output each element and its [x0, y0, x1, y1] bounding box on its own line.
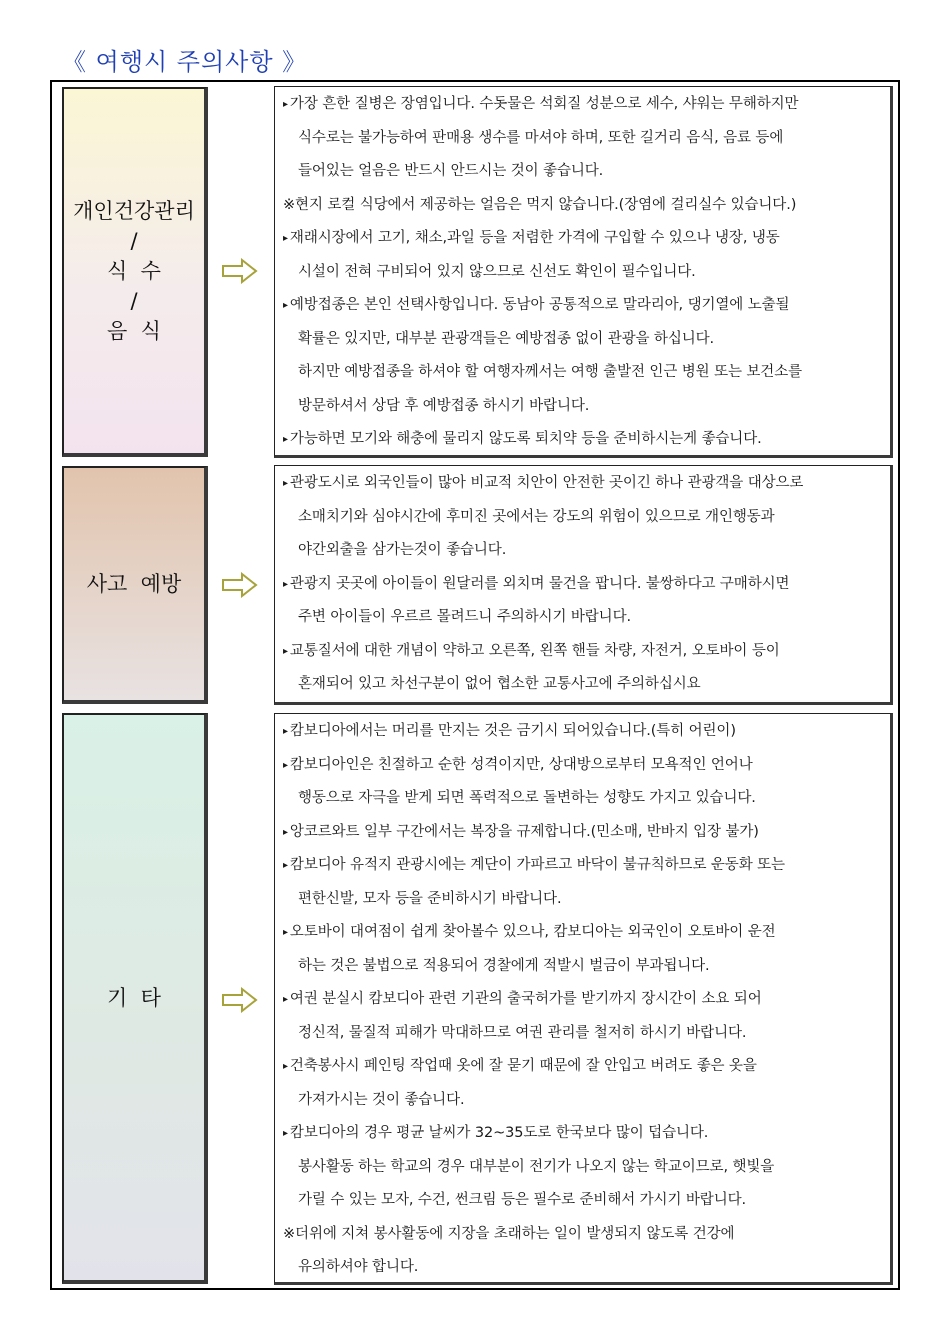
text-line	[283, 423, 884, 457]
category-label: 기 타	[107, 985, 161, 1010]
text-line	[283, 323, 884, 357]
text-line	[283, 222, 884, 256]
content-box-etc	[274, 713, 893, 1285]
line-text: 식수로는 불가능하여 판매용 생수를 마셔야 하며, 또한 길거리 음식, 음료 등에	[298, 129, 784, 146]
line-text: 가져가시는 것이 좋습니다.	[298, 1091, 465, 1108]
text-line	[283, 1151, 884, 1185]
text-line	[283, 289, 884, 323]
bullet-icon: ▸	[283, 726, 288, 737]
line-text: 캄보디아인은 친절하고 순한 성격이지만, 상대방으로부터 모욕적인 언어나	[289, 756, 753, 773]
bullet-icon: ▸	[283, 434, 288, 445]
line-text: 소매치기와 심야시간에 후미진 곳에서는 강도의 위험이 있으므로 개인행동과	[298, 508, 775, 525]
line-text: 주변 아이들이 우르르 몰려드니 주의하시기 바랍니다.	[298, 609, 632, 625]
bullet-icon: ▸	[283, 860, 288, 871]
text-line	[283, 1184, 884, 1218]
hollow-right-arrow-icon	[222, 572, 258, 598]
text-line	[283, 816, 884, 850]
line-text: ※현지 로컬 식당에서 제공하는 얼음은 먹지 않습니다.(장염에 걸리실수 있습니다.)	[283, 196, 797, 213]
line-text: 캄보디아에서는 머리를 만지는 것은 금기시 되어있습니다.(특히 어린이)	[289, 723, 736, 739]
line-text: 들어있는 얼음은 반드시 안드시는 것이 좋습니다.	[298, 163, 604, 179]
text-line	[283, 668, 884, 702]
hollow-right-arrow-icon	[222, 987, 258, 1013]
text-line	[283, 601, 884, 635]
text-line	[283, 356, 884, 390]
text-line	[283, 122, 884, 156]
text-line	[283, 568, 884, 602]
text-line	[283, 950, 884, 984]
text-line	[283, 1017, 884, 1051]
line-text: 하지만 예방접종을 하셔야 할 여행자께서는 여행 출발전 인근 병원 또는 보건소를	[298, 364, 803, 380]
line-text: 시설이 전혀 구비되어 있지 않으므로 신선도 확인이 필수입니다.	[298, 263, 696, 280]
line-text: 가릴 수 있는 모자, 수건, 썬크림 등은 필수로 준비해서 가시기 바랍니다.	[298, 1192, 747, 1208]
line-text: 확률은 있지만, 대부분 관광객들은 예방접종 없이 관광을 하십니다.	[298, 330, 715, 347]
text-line	[283, 1117, 884, 1151]
text-line	[283, 849, 884, 883]
line-text: 재래시장에서 고기, 채소,과일 등을 저렴한 가격에 구입할 수 있으나 냉장, 냉동	[289, 230, 780, 246]
line-text: 하는 것은 불법으로 적용되어 경찰에게 적발시 벌금이 부과됩니다.	[298, 957, 710, 974]
line-text: 교통질서에 대한 개념이 약하고 오른쪽, 왼쪽 핸들 차량, 자전거, 오토바이 등이	[289, 642, 780, 659]
line-text: 앙코르와트 일부 구간에서는 복장을 규제합니다.(민소매, 반바지 입장 불가)	[289, 823, 759, 840]
page-title: 《 여행시 주의사항 》	[62, 48, 308, 76]
text-line	[283, 883, 884, 917]
line-text: 행동으로 자극을 받게 되면 폭력적으로 돌변하는 성향도 가지고 있습니다.	[298, 790, 756, 806]
bullet-icon: ▸	[283, 927, 288, 938]
bullet-icon: ▸	[283, 1061, 288, 1072]
line-text: 건축봉사시 페인팅 작업때 옷에 잘 묻기 때문에 잘 안입고 버려도 좋은 옷을	[289, 1058, 757, 1074]
line-text: 유의하셔야 합니다.	[298, 1259, 419, 1275]
line-text: 봉사활동 하는 학교의 경우 대부분이 전기가 나오지 않는 학교이므로, 햇빛을	[298, 1158, 775, 1175]
text-line	[283, 256, 884, 290]
bullet-icon: ▸	[283, 826, 288, 838]
line-text: 캄보디아의 경우 평균 날씨가 32~35도로 한국보다 많이 덥습니다.	[289, 1125, 709, 1141]
content-box-accident	[274, 465, 893, 705]
text-line	[283, 467, 884, 501]
category-cell-etc	[62, 713, 208, 1284]
text-line	[283, 916, 884, 950]
text-line	[283, 88, 884, 122]
line-text: 예방접종은 본인 선택사항입니다. 동남아 공통적으로 말라리아, 댕기열에 노출될	[289, 297, 790, 313]
line-text: 야간외출을 삼가는것이 좋습니다.	[298, 542, 507, 558]
bullet-icon: ▸	[283, 578, 288, 590]
text-line	[283, 635, 884, 669]
text-line	[283, 782, 884, 816]
bullet-icon: ▸	[283, 233, 288, 244]
bullet-icon: ▸	[283, 99, 288, 110]
bullet-icon: ▸	[283, 478, 288, 489]
bullet-icon: ▸	[283, 1128, 288, 1139]
line-text: 관광도시로 외국인들이 많아 비교적 치안이 안전한 곳이긴 하나 관광객을 대상으로	[289, 475, 804, 491]
line-text: 관광지 곳곳에 아이들이 원달러를 외치며 물건을 팝니다. 불쌍하다고 구매하시면	[289, 575, 790, 592]
category-cell-health	[62, 87, 208, 457]
line-text: 오토바이 대여점이 쉽게 찾아볼수 있으나, 캄보디아는 외국인이 오토바이 운전	[289, 924, 776, 940]
line-text: 방문하셔서 상담 후 예방접종 하시기 바랍니다.	[298, 397, 590, 414]
category-label: 사고 예방	[86, 572, 182, 596]
content-box-health	[274, 86, 893, 458]
line-text: 가능하면 모기와 해충에 물리지 않도록 퇴치약 등을 준비하시는게 좋습니다.	[289, 431, 762, 447]
text-line	[283, 749, 884, 783]
bullet-icon: ▸	[283, 300, 288, 311]
text-line	[283, 983, 884, 1017]
text-line	[283, 1084, 884, 1118]
text-line	[283, 1218, 884, 1252]
text-line	[283, 1251, 884, 1285]
category-cell-accident	[62, 466, 208, 704]
line-text: 여권 분실시 캄보디아 관련 기관의 출국허가를 받기까지 장시간이 소요 되어	[289, 991, 762, 1007]
line-text: 혼재되어 있고 차선구분이 없어 협소한 교통사고에 주의하십시요	[298, 676, 701, 692]
text-line	[283, 715, 884, 749]
bullet-icon: ▸	[283, 759, 288, 771]
line-text: 정신적, 물질적 피해가 막대하므로 여권 관리를 철저히 하시기 바랍니다.	[298, 1024, 747, 1041]
text-line	[283, 189, 884, 223]
text-line	[283, 1050, 884, 1084]
bullet-icon: ▸	[283, 645, 288, 657]
line-text: 편한신발, 모자 등을 준비하시기 바랍니다.	[298, 890, 562, 907]
bullet-icon: ▸	[283, 994, 288, 1005]
line-text: ※더위에 지쳐 봉사활동에 지장을 초래하는 일이 발생되지 않도록 건강에	[283, 1225, 735, 1242]
hollow-right-arrow-icon	[222, 258, 258, 284]
text-line	[283, 390, 884, 424]
category-label: 개인건강관리 / 식 수 / 음 식	[73, 199, 195, 343]
text-line	[283, 501, 884, 535]
line-text: 캄보디아 유적지 관광시에는 계단이 가파르고 바닥이 불규칙하므로 운동화 또는	[289, 857, 785, 873]
text-line	[283, 155, 884, 189]
line-text: 가장 흔한 질병은 장염입니다. 수돗물은 석회질 성분으로 세수, 샤워는 무해하지만	[289, 96, 799, 112]
text-line	[283, 534, 884, 568]
